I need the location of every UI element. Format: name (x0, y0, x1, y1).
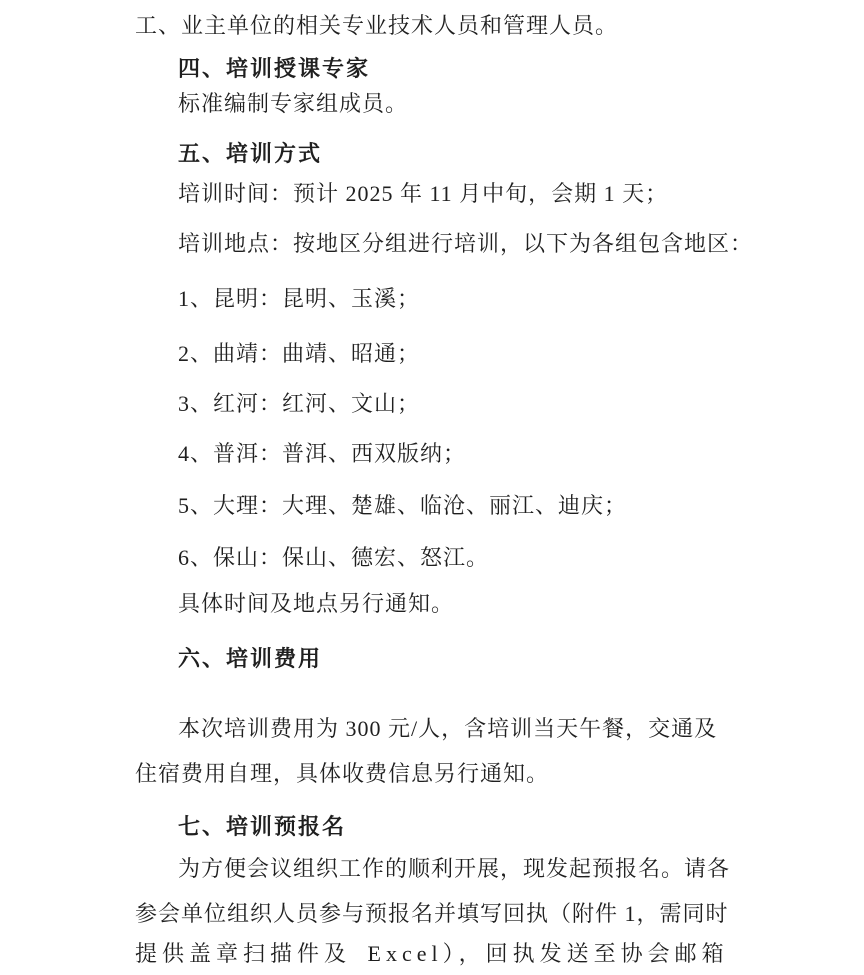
list-item-4: 4、普洱：普洱、西双版纳； (178, 441, 467, 466)
section-heading-6: 六、培训费用 (178, 646, 323, 671)
paragraph-line: 为方便会议组织工作的顺利开展，现发起预报名。请各 (178, 856, 731, 881)
training-time-line: 培训时间：预计 2025 年 11 月中旬，会期 1 天； (178, 181, 669, 206)
paragraph-line: 参会单位组织人员参与预报名并填写回执（附件 1，需同时 (135, 901, 729, 926)
paragraph-line: 具体时间及地点另行通知。 (178, 591, 455, 616)
list-item-6: 6、保山：保山、德宏、怒江。 (178, 545, 490, 570)
section-heading-7: 七、培训预报名 (178, 814, 347, 839)
paragraph-line: 工、业主单位的相关专业技术人员和管理人员。 (135, 13, 619, 38)
section-heading-4: 四、培训授课专家 (178, 56, 371, 81)
paragraph-line: 标准编制专家组成员。 (178, 91, 409, 116)
paragraph-line-justified: 提供盖章扫描件及 Excel），回执发送至协会邮箱 (135, 941, 729, 966)
list-item-2: 2、曲靖：曲靖、昭通； (178, 341, 421, 366)
section-heading-5: 五、培训方式 (178, 141, 323, 166)
list-item-3: 3、红河：红河、文山； (178, 391, 421, 416)
list-item-1: 1、昆明：昆明、玉溪； (178, 286, 421, 311)
training-location-line: 培训地点：按地区分组进行培训，以下为各组包含地区： (178, 231, 754, 256)
paragraph-line: 住宿费用自理，具体收费信息另行通知。 (135, 761, 550, 786)
list-item-5: 5、大理：大理、楚雄、临沧、丽江、迪庆； (178, 493, 628, 518)
paragraph-line: 本次培训费用为 300 元/人，含培训当天午餐，交通及 (178, 716, 718, 741)
